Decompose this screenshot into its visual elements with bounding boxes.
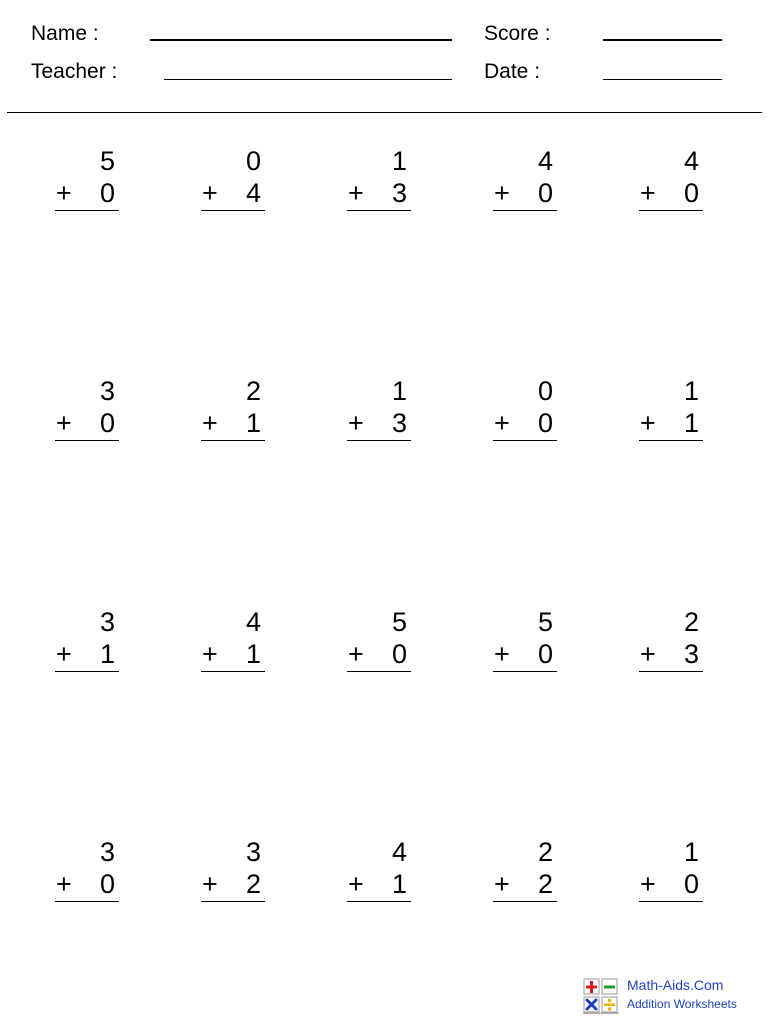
answer-line[interactable] <box>55 671 119 672</box>
top-addend: 4 <box>683 146 699 176</box>
answer-line[interactable] <box>347 210 411 211</box>
bottom-addend: 0 <box>683 178 699 208</box>
addition-problem <box>55 837 119 899</box>
top-addend: 4 <box>245 607 261 637</box>
bottom-addend: 3 <box>683 639 699 669</box>
top-addend: 5 <box>99 146 115 176</box>
bottom-addend: 0 <box>537 178 553 208</box>
answer-line[interactable] <box>639 671 703 672</box>
addition-problem <box>347 837 411 899</box>
bottom-addend: 2 <box>537 869 553 899</box>
plus-sign: + <box>494 178 510 208</box>
answer-line[interactable] <box>493 901 557 902</box>
addition-problem <box>201 146 265 208</box>
answer-line[interactable] <box>201 440 265 441</box>
score-label: Score : <box>484 22 551 45</box>
plus-sign: + <box>348 869 364 899</box>
plus-sign: + <box>56 639 72 669</box>
bottom-addend: 2 <box>245 869 261 899</box>
bottom-addend: 0 <box>537 639 553 669</box>
date-label: Date : <box>484 60 541 83</box>
top-addend: 2 <box>245 376 261 406</box>
plus-sign: + <box>348 639 364 669</box>
top-addend: 1 <box>391 146 407 176</box>
plus-sign: + <box>640 178 656 208</box>
addition-problem <box>55 146 119 208</box>
bottom-addend: 1 <box>245 639 261 669</box>
top-addend: 5 <box>537 607 553 637</box>
top-addend: 4 <box>537 146 553 176</box>
addition-problem <box>347 376 411 438</box>
name-blank-line[interactable] <box>150 39 452 41</box>
answer-line[interactable] <box>639 440 703 441</box>
bottom-addend: 0 <box>683 869 699 899</box>
plus-sign: + <box>640 408 656 438</box>
plus-sign: + <box>494 408 510 438</box>
top-addend: 1 <box>391 376 407 406</box>
addition-problem <box>55 376 119 438</box>
answer-line[interactable] <box>639 210 703 211</box>
top-addend: 0 <box>537 376 553 406</box>
addition-problem <box>639 607 703 669</box>
plus-sign: + <box>494 869 510 899</box>
answer-line[interactable] <box>55 440 119 441</box>
bottom-addend: 4 <box>245 178 261 208</box>
answer-line[interactable] <box>55 901 119 902</box>
top-addend: 1 <box>683 376 699 406</box>
addition-problem <box>347 146 411 208</box>
teacher-blank-line[interactable] <box>164 79 452 80</box>
answer-line[interactable] <box>639 901 703 902</box>
bottom-addend: 0 <box>391 639 407 669</box>
addition-problem <box>639 376 703 438</box>
answer-line[interactable] <box>493 671 557 672</box>
addition-problem <box>493 376 557 438</box>
bottom-addend: 1 <box>99 639 115 669</box>
bottom-addend: 0 <box>99 178 115 208</box>
addition-problem <box>55 607 119 669</box>
bottom-addend: 1 <box>683 408 699 438</box>
top-addend: 1 <box>683 837 699 867</box>
top-addend: 3 <box>245 837 261 867</box>
addition-problem <box>493 837 557 899</box>
answer-line[interactable] <box>201 901 265 902</box>
top-addend: 5 <box>391 607 407 637</box>
addition-problem <box>201 837 265 899</box>
plus-sign: + <box>348 178 364 208</box>
plus-sign: + <box>56 869 72 899</box>
bottom-addend: 1 <box>391 869 407 899</box>
bottom-addend: 0 <box>99 869 115 899</box>
name-label: Name : <box>31 22 99 45</box>
top-addend: 3 <box>99 837 115 867</box>
bottom-addend: 3 <box>391 178 407 208</box>
answer-line[interactable] <box>347 440 411 441</box>
teacher-label: Teacher : <box>31 60 118 83</box>
top-addend: 3 <box>99 376 115 406</box>
top-addend: 2 <box>683 607 699 637</box>
top-addend: 3 <box>99 607 115 637</box>
date-blank-line[interactable] <box>603 79 722 80</box>
addition-problem <box>493 607 557 669</box>
math-operators-logo-icon <box>582 978 620 1014</box>
answer-line[interactable] <box>201 671 265 672</box>
plus-sign: + <box>202 408 218 438</box>
top-addend: 4 <box>391 837 407 867</box>
plus-sign: + <box>56 408 72 438</box>
plus-sign: + <box>202 639 218 669</box>
addition-problem <box>639 146 703 208</box>
addition-problem <box>201 376 265 438</box>
plus-sign: + <box>494 639 510 669</box>
addition-problem <box>493 146 557 208</box>
bottom-addend: 3 <box>391 408 407 438</box>
addition-problem <box>639 837 703 899</box>
addition-problem <box>201 607 265 669</box>
brand-name[interactable]: Math-Aids.Com <box>627 977 724 993</box>
top-addend: 0 <box>245 146 261 176</box>
bottom-addend: 0 <box>99 408 115 438</box>
answer-line[interactable] <box>347 901 411 902</box>
plus-sign: + <box>202 178 218 208</box>
plus-sign: + <box>202 869 218 899</box>
bottom-addend: 1 <box>245 408 261 438</box>
answer-line[interactable] <box>347 671 411 672</box>
plus-sign: + <box>56 178 72 208</box>
score-blank-line[interactable] <box>603 39 722 41</box>
answer-line[interactable] <box>493 210 557 211</box>
plus-sign: + <box>640 869 656 899</box>
brand-subtitle: Addition Worksheets <box>627 997 737 1011</box>
header-divider <box>7 112 762 113</box>
addition-problem <box>347 607 411 669</box>
math-aids-logo <box>582 976 752 1016</box>
answer-line[interactable] <box>493 440 557 441</box>
bottom-addend: 0 <box>537 408 553 438</box>
top-addend: 2 <box>537 837 553 867</box>
answer-line[interactable] <box>201 210 265 211</box>
answer-line[interactable] <box>55 210 119 211</box>
plus-sign: + <box>348 408 364 438</box>
plus-sign: + <box>640 639 656 669</box>
